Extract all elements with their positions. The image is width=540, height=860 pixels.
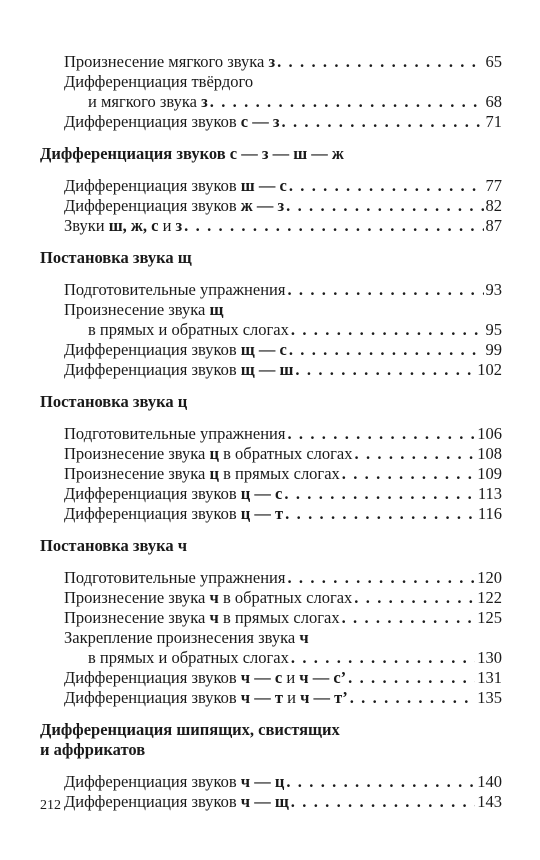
dot-leader [289,340,484,360]
toc-entry [40,52,502,72]
toc-page-number: 120 [477,568,502,587]
toc-entry-title [88,320,289,340]
toc-entry-title [64,688,348,708]
title-fragment: и [158,216,176,235]
toc-entry [40,280,502,300]
title-fragment: ц — т [240,504,284,523]
title-fragment: Дифференциация звуков [64,176,241,195]
dot-leader [350,688,476,708]
toc-page-number: 102 [477,360,502,379]
title-fragment: Произнесение звука [64,300,210,319]
dot-leader [210,92,484,112]
dot-leader [348,668,475,688]
page-number: 212 [40,798,61,813]
title-fragment: ч — т [240,688,283,707]
dot-leader [277,52,483,72]
toc-page-number: 113 [477,484,502,503]
toc-entry [40,196,502,216]
section-heading: Постановка звука ч [40,536,188,555]
toc-entry [40,792,502,812]
toc-entry-title [64,176,287,196]
toc-entry [40,176,502,196]
title-fragment: и [282,688,301,707]
toc-entry [40,424,502,444]
title-fragment: з [175,216,183,235]
dot-leader [282,112,484,132]
dot-leader [184,216,483,236]
title-fragment: Дифференциация звуков [64,484,241,503]
toc-entry [40,688,502,708]
title-fragment: Подготовительные упражнения [64,280,286,299]
title-fragment: в прямых слогах [219,464,340,483]
title-fragment: з [268,52,276,71]
title-fragment: щ — ш [240,360,294,379]
dot-leader [291,320,484,340]
title-fragment: Звуки [64,216,109,235]
toc-entry [40,320,502,340]
table-of-contents [40,52,502,812]
toc-page-number: 143 [477,792,502,811]
toc-entry [40,568,502,588]
section-heading: Дифференциация шипящих, свистящих и аффрикатов [40,720,340,759]
toc-entry-title [64,772,284,792]
title-fragment: щ — с [240,340,287,359]
title-fragment: Дифференциация звуков [64,112,241,131]
title-fragment: щ [209,300,224,319]
title-fragment: Дифференциация звуков [64,360,241,379]
toc-entry-title [88,648,289,668]
toc-page-number: 135 [477,688,502,707]
section-heading: Постановка звука щ [40,248,192,267]
toc-entry-title [64,444,353,464]
title-fragment: Произнесение звука [64,444,210,463]
title-fragment: Дифференциация звуков [64,196,241,215]
toc-entry [40,772,502,792]
toc-page-number: 140 [477,772,502,791]
title-fragment: ц — с [240,484,283,503]
title-fragment: в прямых слогах [218,608,340,627]
title-fragment: Произнесение мягкого звука [64,52,269,71]
title-fragment: ч [209,608,219,627]
toc-entry-title [64,504,283,524]
dot-leader [285,504,476,524]
toc-entry-title [64,568,285,588]
toc-entry [40,112,502,132]
title-fragment: ч — щ [240,792,289,811]
dot-leader [291,792,475,812]
section-heading: Постановка звука ц [40,392,188,411]
toc-page-number: 131 [477,668,502,687]
dot-leader [354,588,475,608]
title-fragment: ц [209,464,220,483]
title-fragment: Произнесение звука [64,608,210,627]
toc-entry-title [88,92,208,112]
title-fragment: ч — т’ [300,688,348,707]
toc-entry-title [64,340,287,360]
title-fragment: в прямых и обратных слогах [88,648,289,667]
title-fragment: в обратных слогах [218,588,353,607]
section-heading: Дифференциация звуков с — з — ш — ж [40,144,344,163]
dot-leader [284,484,475,504]
title-fragment: Дифференциация звуков [64,688,241,707]
toc-entry-title [64,608,340,628]
title-fragment: в прямых и обратных слогах [88,320,289,339]
title-fragment: с — з [240,112,280,131]
toc-page-number: 71 [485,112,502,131]
toc-page-number: 93 [485,280,502,299]
toc-page-number: 122 [477,588,502,607]
toc-entry [40,340,502,360]
toc-page-number: 77 [485,176,502,195]
toc-page-number: 87 [485,216,502,235]
toc-entry-title [64,588,352,608]
toc-page-number: 108 [477,444,502,463]
toc-entry [40,216,502,236]
toc-page-number: 68 [485,92,502,111]
dot-leader [342,608,476,628]
title-fragment: ч — с [240,668,283,687]
dot-leader [289,176,484,196]
toc-entry-title [64,424,285,444]
toc-entry-title [64,112,280,132]
title-fragment: Произнесение звука [64,464,210,483]
toc-entry-title [64,216,182,236]
toc-page-number: 106 [477,424,502,443]
dot-leader [287,424,475,444]
title-fragment: Подготовительные упражнения [64,424,286,443]
toc-entry-first-line [40,300,502,320]
title-fragment: Дифференциация звуков [64,792,241,811]
toc-entry [40,648,502,668]
toc-page-number: 109 [477,464,502,483]
dot-leader [342,464,475,484]
toc-entry [40,444,502,464]
dot-leader [287,280,483,300]
toc-entry-first-line [40,628,502,648]
title-fragment: з [201,92,208,111]
title-fragment: Дифференциация звуков [64,772,241,791]
dot-leader [355,444,476,464]
toc-page-number: 82 [485,196,502,215]
title-fragment: ч [209,588,219,607]
toc-page-number: 95 [485,320,502,339]
toc-entry [40,608,502,628]
dot-leader [286,196,483,216]
title-fragment: Закрепление произнесения звука [64,628,300,647]
toc-entry [40,464,502,484]
dot-leader [295,360,475,380]
title-fragment: Дифференциация звуков [64,340,241,359]
toc-entry [40,588,502,608]
toc-page-number: 130 [477,648,502,667]
toc-page-number: 116 [477,504,502,523]
title-fragment: ш — с [240,176,287,195]
toc-entry-title [64,792,289,812]
toc-entry-title [64,484,282,504]
toc-entry [40,504,502,524]
toc-page-number: 99 [485,340,502,359]
title-fragment: Дифференциация звуков [64,668,241,687]
title-fragment: ш, ж, с [108,216,159,235]
title-fragment: Произнесение звука [64,588,210,607]
dot-leader [286,772,475,792]
toc-entry-first-line [40,72,502,92]
toc-entry-title [64,280,285,300]
title-fragment: ч [299,628,309,647]
toc-entry-title [64,196,284,216]
dot-leader [291,648,475,668]
title-fragment: ч — ц [240,772,285,791]
toc-entry [40,360,502,380]
toc-entry [40,484,502,504]
title-fragment: Дифференциация звуков [64,504,241,523]
title-fragment: в обратных слогах [219,444,353,463]
toc-entry-title [64,668,346,688]
toc-page-number: 65 [485,52,502,71]
toc-entry-title [64,52,275,72]
title-fragment: ж — з [240,196,285,215]
toc-entry-title [64,464,340,484]
toc-entry [40,668,502,688]
title-fragment: и [282,668,300,687]
toc-entry [40,92,502,112]
dot-leader [287,568,475,588]
toc-entry-title [64,360,293,380]
title-fragment: ц [209,444,220,463]
title-fragment: Подготовительные упражнения [64,568,286,587]
title-fragment: и мягкого звука [88,92,202,111]
toc-page-number: 125 [477,608,502,627]
title-fragment: ч — с’ [299,668,347,687]
title-fragment: Дифференциация твёрдого [64,72,254,91]
